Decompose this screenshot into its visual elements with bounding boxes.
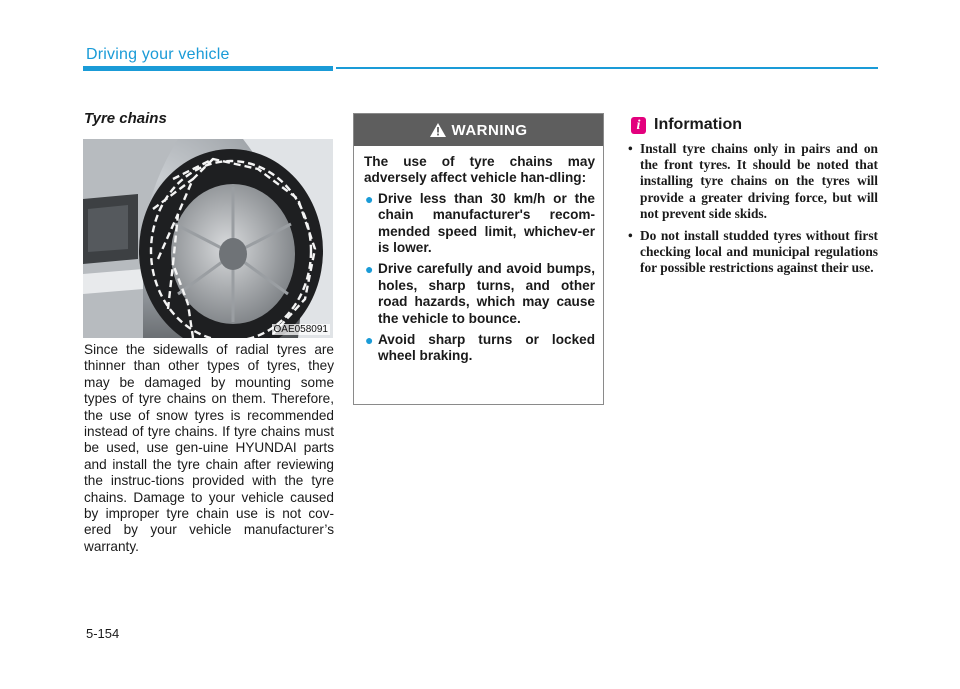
information-item-text: Install tyre chains only in pairs and on the front tyres. It should be noted that installing tyre chains on the tyres will provide a greater driving force, but will not prevent side skids. bbox=[640, 141, 878, 221]
tyre-chain-illustration bbox=[83, 139, 333, 338]
warning-box bbox=[353, 113, 604, 405]
section-header-title: Driving your vehicle bbox=[86, 46, 230, 63]
information-list bbox=[626, 141, 878, 283]
bullet-icon: ● bbox=[365, 332, 374, 349]
information-item-text: Do not install studded tyres without first checking local and municipal regulations for possible restrictions against their use. bbox=[640, 228, 878, 276]
warning-item-text: Drive carefully and avoid bumps, holes, sharp turns, and other road hazards, which may cause the vehicle to bounce. bbox=[378, 261, 595, 326]
warning-item-text: Drive less than 30 km/h or the chain manufacturer's recom-mended speed limit, whichev-er is lower. bbox=[378, 190, 595, 256]
bullet-icon: ● bbox=[365, 261, 374, 278]
bullet-icon: • bbox=[628, 228, 633, 244]
warning-header bbox=[354, 114, 603, 146]
page-title: Tyre chains bbox=[84, 110, 167, 127]
warning-item bbox=[364, 191, 595, 257]
bullet-icon: ● bbox=[365, 190, 374, 207]
header-rule-thick bbox=[83, 66, 333, 71]
bullet-icon: • bbox=[628, 141, 633, 156]
warning-triangle-icon bbox=[430, 123, 446, 137]
warning-item-text: Avoid sharp turns or locked wheel braking. bbox=[378, 332, 595, 364]
information-item bbox=[626, 141, 878, 222]
information-header bbox=[631, 116, 742, 134]
warning-item bbox=[364, 332, 595, 365]
warning-intro: The use of tyre chains may adversely affect vehicle han-dling: bbox=[364, 154, 595, 186]
information-title: Information bbox=[654, 116, 742, 133]
figure-code: OAE058091 bbox=[273, 324, 328, 335]
information-icon: i bbox=[631, 117, 646, 134]
body-paragraph: Since the sidewalls of radial tyres are thinner than other types of tyres, they may be damaged by mounting some types of tyre chains on them. Therefore, the use of snow tyres is recommended instead of tyre chains. If tyre chains must be used, use gen-uine HYUNDAI parts and install the tyre chain after reviewing the instruc-tions provided with the tyre chains. Damage to your vehicle caused by improper tyre chain use is not cov-ered by your vehicle manufacturer’s warranty. bbox=[84, 342, 334, 554]
tyre-chain-figure bbox=[83, 139, 333, 338]
information-item bbox=[626, 228, 878, 277]
warning-label: WARNING bbox=[451, 121, 528, 139]
warning-list bbox=[364, 191, 595, 365]
page-number: 5-154 bbox=[86, 626, 120, 641]
warning-item bbox=[364, 261, 595, 327]
header-rule-thin bbox=[336, 67, 878, 69]
